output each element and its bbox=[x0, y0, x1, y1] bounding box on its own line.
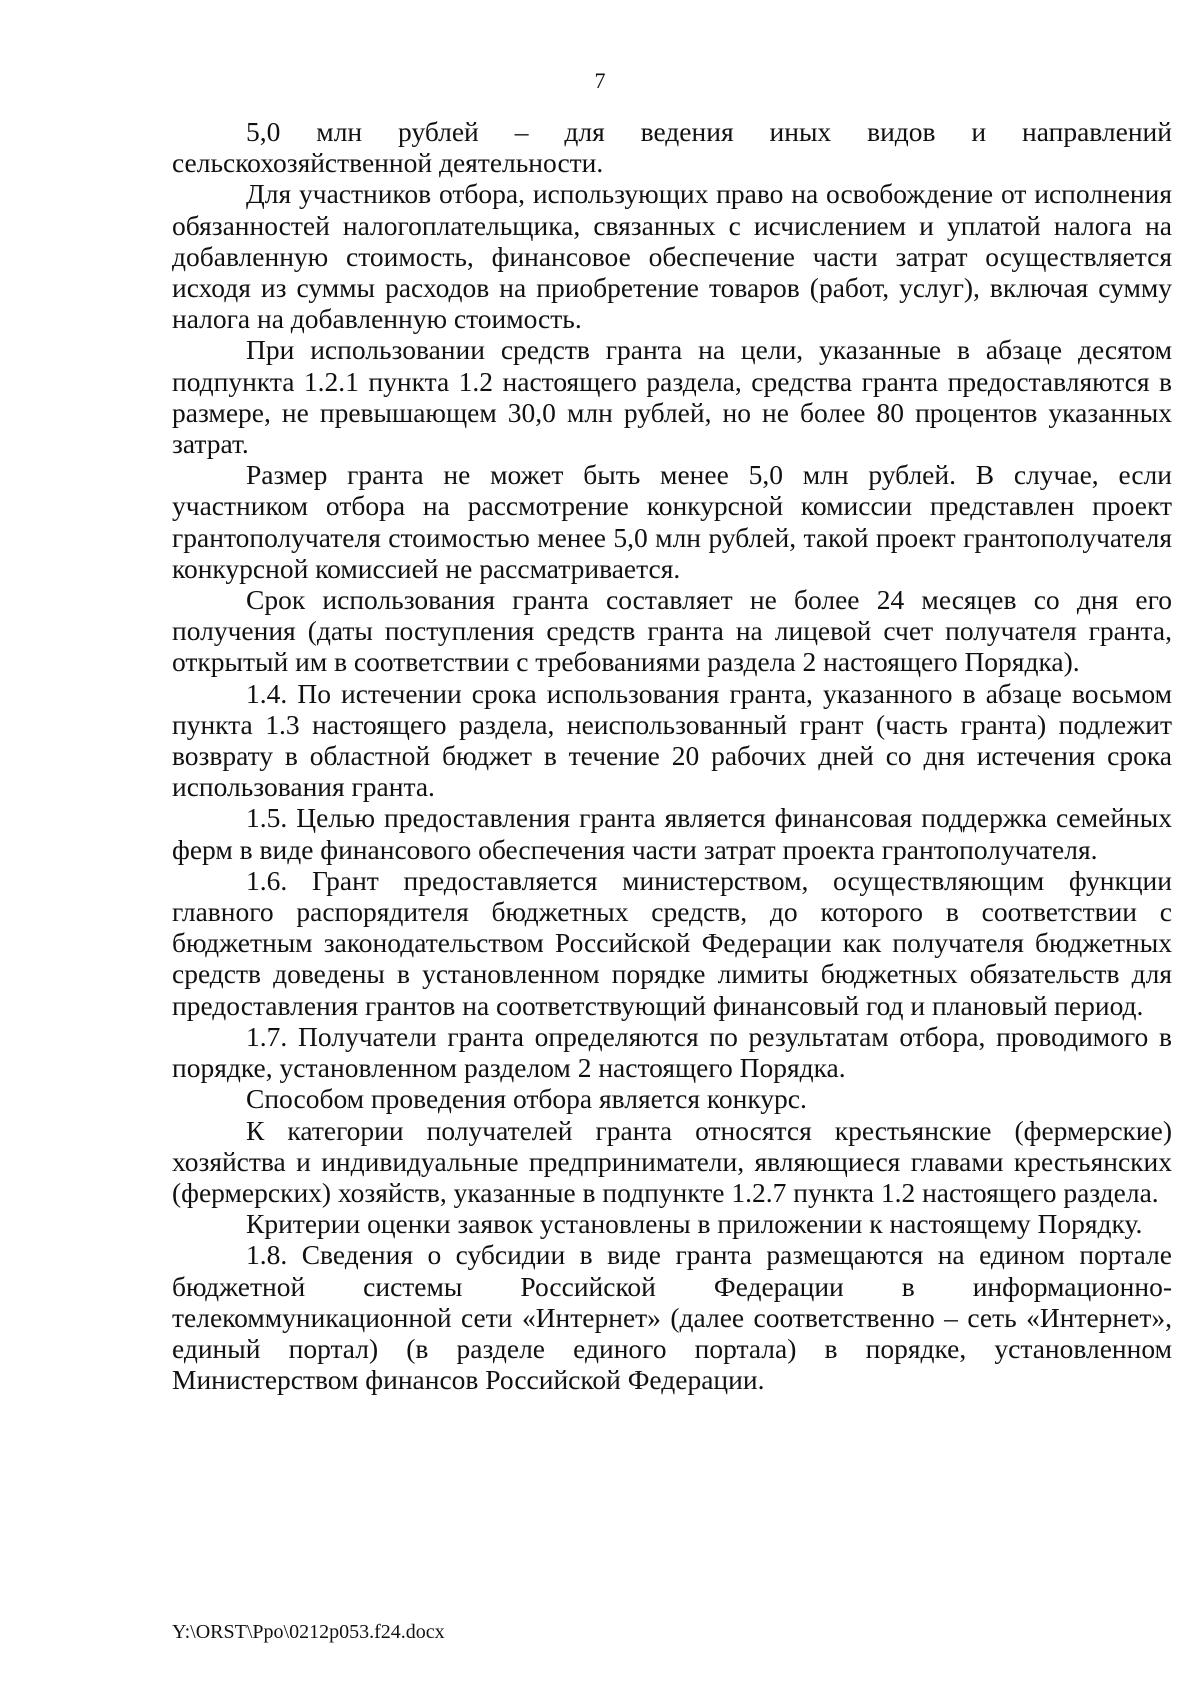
paragraph: Критерии оценки заявок установлены в приложении к настоящему Порядку. bbox=[246, 1208, 1143, 1240]
paragraph: 1.8. Сведения о субсидии в виде гранта размещаются на едином портале бюджетной системы Российской Федерации в информационно-телекоммуникационной сети «Интернет» (далее соответственно – сеть «Интернет», единый портал) (в разделе единого портала) в порядке, установленном Министерством финансов Российской Федерации. bbox=[172, 1239, 1172, 1396]
paragraph: Способом проведения отбора является конкурс. bbox=[246, 1083, 807, 1115]
footer-file-path: Y:\ORST\Ppo\0212p053.f24.docx bbox=[172, 1621, 445, 1643]
paragraph: К категории получателей гранта относятся крестьянские (фермерские) хозяйства и индивидуальные предприниматели, являющиеся главами крестьянских (фермерских) хозяйств, указанные в подпункте 1.2.7 пункта 1.2 настоящего раздела. bbox=[172, 1114, 1172, 1208]
paragraph: 1.5. Целью предоставления гранта является финансовая поддержка семейных ферм в виде финансового обеспечения части затрат проекта грантополучателя. bbox=[172, 802, 1172, 865]
paragraph: 1.6. Грант предоставляется министерством, осуществляющим функции главного распорядителя бюджетных средств, до которого в соответствии с бюджетным законодательством Российской Федерации как получателя бюджетных средств доведены в установленном порядке лимиты бюджетных обязательств для предоставления грантов на соответствующий финансовый год и плановый период. bbox=[172, 864, 1172, 1021]
paragraph: 1.7. Получатели гранта определяются по результатам отбора, проводимого в порядке, установленном разделом 2 настоящего Порядка. bbox=[172, 1020, 1172, 1084]
paragraph: Для участников отбора, использующих право на освобождение от исполнения обязанностей налогоплательщика, связанных с исчислением и уплатой налога на добавленную стоимость, финансовое обеспечение части затрат осуществляется исходя из суммы расходов на приобретение товаров (работ, услуг), включая сумму налога на добавленную стоимость. bbox=[172, 178, 1172, 335]
paragraph: 5,0 млн рублей – для ведения иных видов и направлений сельскохозяйственной деятельности. bbox=[172, 116, 1172, 179]
paragraph: Размер гранта не может быть менее 5,0 млн рублей. В случае, если участником отбора на рассмотрение конкурсной комиссии представлен проект грантополучателя стоимостью менее 5,0 млн рублей, такой проект грантополучателя конкурсной комиссией не рассматривается. bbox=[172, 459, 1172, 584]
page-number: 7 bbox=[594, 68, 606, 93]
paragraph: Срок использования гранта составляет не более 24 месяцев со дня его получения (даты поступления средств гранта на лицевой счет получателя гранта, открытый им в соответствии с требованиями раздела 2 настоящего Порядка). bbox=[172, 584, 1172, 678]
paragraph: 1.4. По истечении срока использования гранта, указанного в абзаце восьмом пункта 1.3 настоящего раздела, неиспользованный грант (часть гранта) подлежит возврату в областной бюджет в течение 20 рабочих дней со дня истечения срока использования гранта. bbox=[172, 677, 1172, 803]
paragraph: При использовании средств гранта на цели, указанные в абзаце десятом подпункта 1.2.1 пункта 1.2 настоящего раздела, средства гранта предоставляются в размере, не превышающем 30,0 млн рублей, но не более 80 процентов указанных затрат. bbox=[172, 334, 1172, 460]
document-body bbox=[172, 116, 1172, 1395]
